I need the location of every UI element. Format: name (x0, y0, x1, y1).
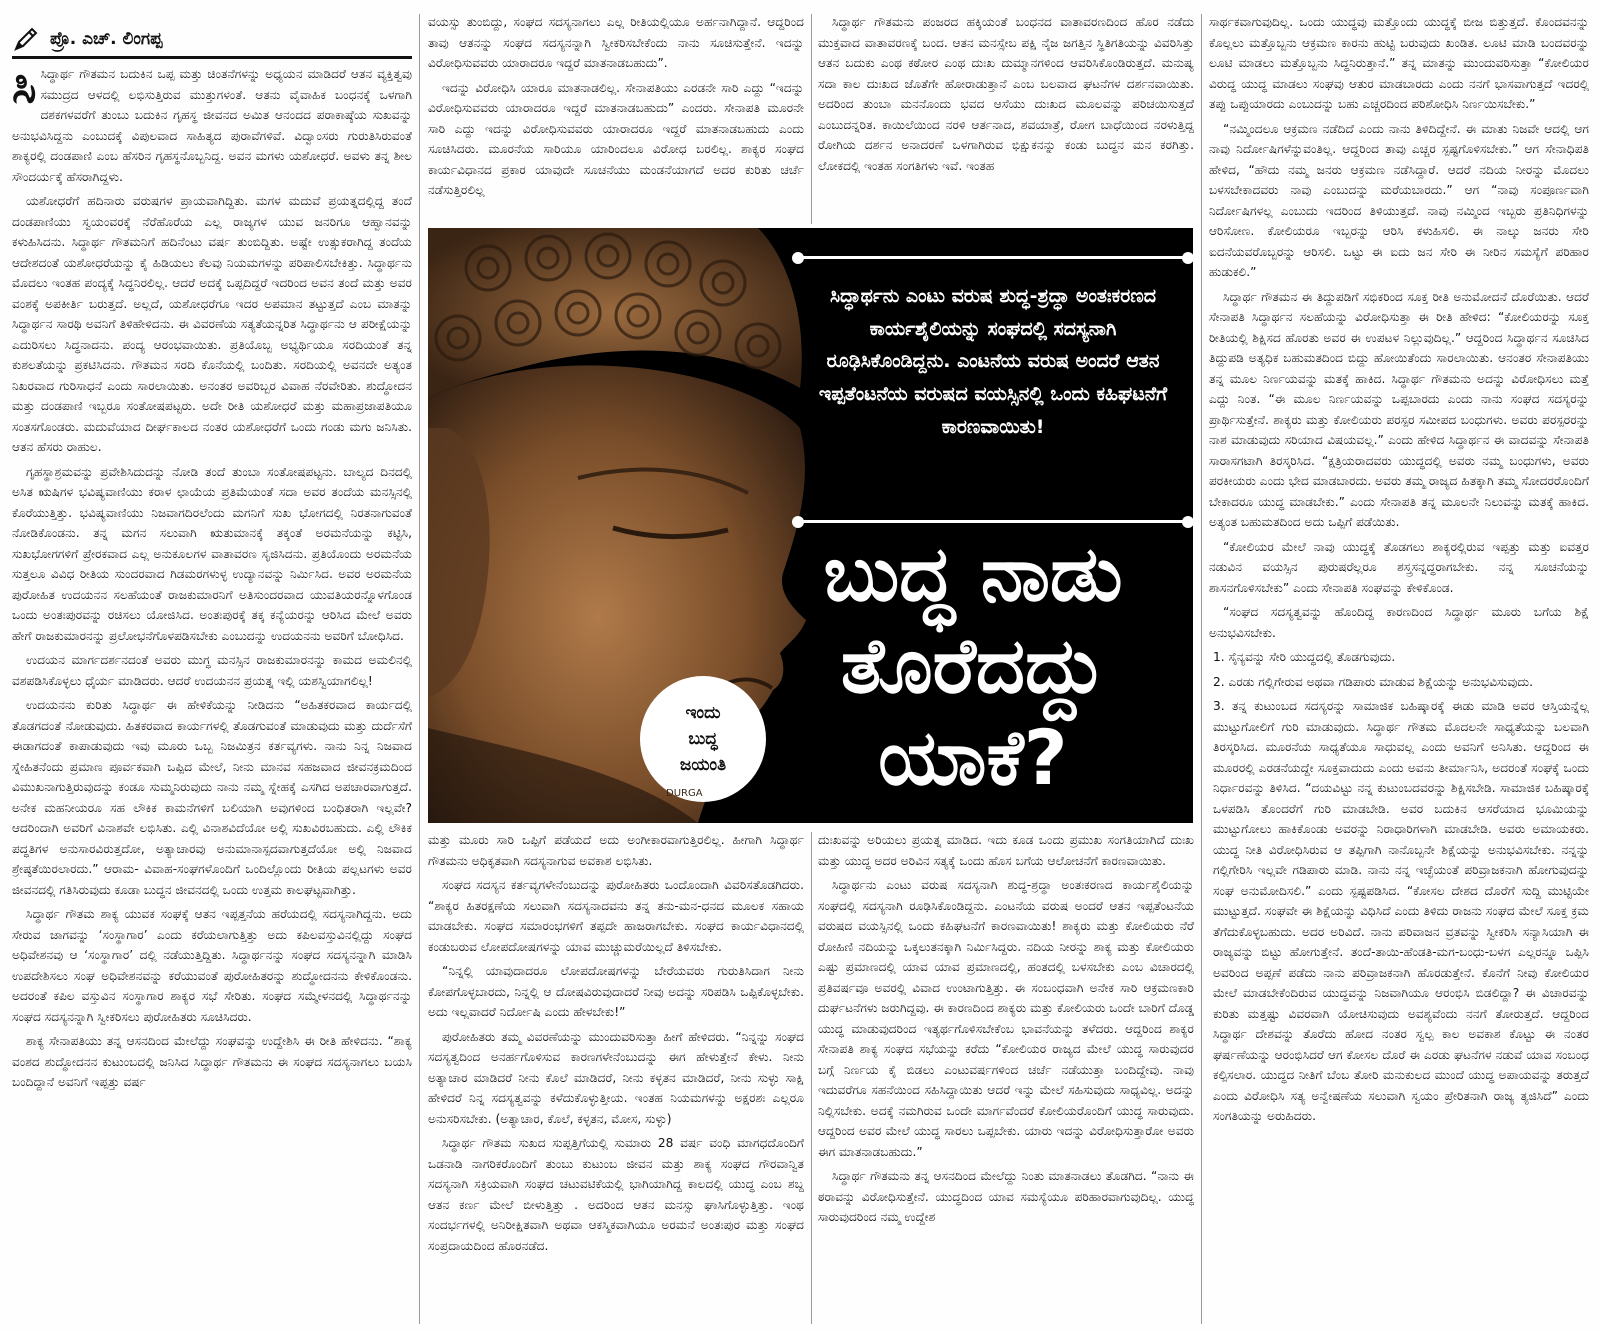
paragraph: “ನಮ್ಮಿಂದಲೂ ಆಕ್ರಮಣ ನಡೆದಿದೆ ಎಂದು ನಾನು ತಿಳಿದಿದ್ದೇನೆ. ಈ ಮಾತು ನಿಜವೇ ಆದಲ್ಲಿ ಆಗ ನಾವು ನಿರ್ದೋಷಿಗಳೆನ್ನುವಂತಿಲ್ಲ. ಆದ್ದರಿಂದ ತಾವು ಎಚ್ಚರ ಸ್ಪಷ್ಟಗೊಳಿಸಬೇಕು.” ಆಗ ಸೇನಾಧಿಪತಿ ಹೇಳಿದ, “ಹೌದು ನಮ್ಮ ಜನರು ಆಕ್ರಮಣ ನಡೆಸಿದ್ದಾರೆ. ಆದರೆ ನದಿಯ ನೀರನ್ನು ಮೊದಲು ಬಳಸಬೇಕಾದವರು ನಾವು ಎಂಬುದನ್ನು ಮರೆಯಬಾರದು.” ಆಗ “ನಾವು ಸಂಪೂರ್ಣವಾಗಿ ನಿರ್ದೋಷಿಗಳಲ್ಲ ಎಂಬುದು ಇದರಿಂದ ತಿಳಿಯುತ್ತದೆ. ನಾವು ನಮ್ಮಿಂದ ಇಬ್ಬರು ಪ್ರತಿನಿಧಿಗಳನ್ನು ಆರಿಸೋಣ. ಕೋಲಿಯರೂ ಇಬ್ಬರನ್ನು ಆರಿಸಿ ಕಳುಹಿಸಲಿ. ಈ ನಾಲ್ಕು ಜನರು ಸೇರಿ ಐದನೆಯವರೊಬ್ಬರನ್ನು ಆರಿಸಲಿ. ಒಟ್ಟು ಈ ಐದು ಜನ ಸೇರಿ ಈ ನೀರಿನ ಸಮಸ್ಯೆಗೆ ಪರಿಹಾರ ಹುಡುಕಲಿ.” (1209, 121, 1589, 279)
column-4 (1209, 12, 1589, 1324)
column-divider (811, 832, 812, 1324)
paragraph: ಉದಯನನು ಕುರಿತು ಸಿದ್ಧಾರ್ಥ ಈ ಹೇಳಿಕೆಯನ್ನು ನೀಡಿದನು “ಅಹಿತಕರವಾದ ಕಾರ್ಯದಲ್ಲಿ ತೊಡಗದಂತೆ ನೋಡುವುದು. ಹಿತಕರವಾದ ಕಾರ್ಯಗಳಲ್ಲಿ ತೊಡಗುವಂತೆ ಮಾಡುವುದು ಮತ್ತು ದುರ್ದೆಸೆಗೆ ಈಡಾಗದಂತೆ ಕಾಪಾಡುವುದು ಇವು ಮೂರು ಒಬ್ಬ ನಿಜಮಿತ್ರನ ಕರ್ತವ್ಯಗಳು. ನಾನು ನಿನ್ನ ನಿಜವಾದ ಸ್ನೇಹಿತನೆಂದು ಪ್ರಮಾಣ ಪೂರ್ವಕವಾಗಿ ಒಪ್ಪಿದ ಮೇಲೆ, ನೀನು ಮಾನವ ಸಹಜವಾದ ಜೀವನಕ್ರಮದಿಂದ ವಿಮುಖನಾಗುತ್ತಿರುವುದನ್ನು ಕಂಡೂ ಸುಮ್ಮನಿರುವುದು ನಾನು ನಮ್ಮ ಸ್ನೇಹಕ್ಕೆ ಎಸಗಿದ ಅಪಚಾರವಾಗುತ್ತದೆ. ಅನೇಕ ಮಹನೀಯರೂ ಸಹ ಲೌಕಿಕ ಕಾಮನೆಗಳಿಗೆ ಬಲಿಯಾಗಿ ಅವುಗಳಿಂದ ಬಂಧಿತರಾಗಿ ಇಲ್ಲವೇ? ಆದರಿಂದಾಗಿ ಅವರಿಗೆ ವಿನಾಶವೇ ಲಭಿಸಿತು. ಎಲ್ಲಿ ವಿನಾಶವಿದೆಯೋ ಅಲ್ಲಿ ಸುಖವಿರಬಹುದು. ಎಲ್ಲಿ ಲೌಕಿಕ ಪದ್ಧತಿಗಳ ಅನುಸಾರವಿರುತ್ತದೋ, ಅತ್ಯಾಚಾರವು ಅನುಮಾನಾಸ್ಪದವಾಗುತ್ತದೆಯೋ ಅಲ್ಲಿ ನಿಜವಾದ ಶ್ರೇಷ್ಠತೆಯಿರಲಾರದು.” ಆರಾಮ- ವಿವಾಹ-ಸಂಘಗಳೊಂದಿಗೆ ಒಂದಿಲ್ಲೊಂದು ರೀತಿಯ ಪಲ್ಲಟಗಳು ಅವರ ಜೀವನದಲ್ಲಿ ಗತಿಸಿರುವುದು ಕೂಡಾ ಬುದ್ಧನ ಜೀವನದಲ್ಲಿ ಒಂದು ಉತ್ತಮ ಕಾಲಘಟ್ಟವಾಗಿತ್ತು. (12, 698, 412, 897)
pull-quote-text: ಸಿದ್ಧಾರ್ಥನು ಎಂಟು ವರುಷ ಶುದ್ಧ-ಶ್ರದ್ಧಾ ಅಂತಃಕರಣದ ಕಾರ್ಯಶೈಲಿಯನ್ನು ಸಂಘದಲ್ಲಿ ಸದಸ್ಯನಾಗಿ ರೂಢಿಸಿಕೊಂಡಿದ್ದನು. ಎಂಟನೆಯ ವರುಷ ಅಂದರೆ ಆತನ ಇಪ್ಪತೆಂಟನೆಯ ವರುಷದ ವಯಸ್ಸಿನಲ್ಲಿ ಒಂದು ಕಹಿಘಟನೆಗೆ ಕಾರಣವಾಯಿತು! (818, 285, 1168, 438)
paragraph: ವಯಸ್ಸು ತುಂಬಿದ್ದು, ಸಂಘದ ಸದಸ್ಯನಾಗಲು ಎಲ್ಲ ರೀತಿಯಲ್ಲಿಯೂ ಅರ್ಹನಾಗಿದ್ದಾನೆ. ಆದ್ದರಿಂದ ತಾವು ಆತನನ್ನು ಸಂಘದ ಸದಸ್ಯನನ್ನಾಗಿ ಸ್ವೀಕರಿಸಬೇಕೆಂದು ನಾನು ಸೂಚಿಸುತ್ತೇನೆ. ಇದನ್ನು ವಿರೋಧಿಸುವವರು ಯಾರಾದರೂ ಇದ್ದರೆ ಮಾತನಾಡಬಹುದು”. (428, 15, 804, 70)
paragraph: “ಕೋಲಿಯರ ಮೇಲೆ ನಾವು ಯುದ್ಧಕ್ಕೆ ತೊಡಗಲು ಶಾಕ್ಯರಲ್ಲಿರುವ ಇಪ್ಪತ್ತು ಮತ್ತು ಐವತ್ತರ ನಡುವಿನ ವಯಸ್ಸಿನ ಪುರುಷರೆಲ್ಲರೂ ಶಸ್ತ್ರಸನ್ನದ್ಧರಾಗಬೇಕು. ನನ್ನ ಸೂಚನೆಯನ್ನು ಶಾಸನಗೊಳಿಸಬೇಕು” ಎಂದು ಸೇನಾಪತಿ ಸಂಘವನ್ನು ಕೇಳಿಕೊಂಡ. (1209, 539, 1589, 595)
drop-cap: ಸಿ (12, 64, 37, 113)
list-item: 1. ಸೈನ್ಯವನ್ನು ಸೇರಿ ಯುದ್ಧದಲ್ಲಿ ತೊಡಗುವುದು. (1213, 650, 1396, 664)
paragraph: ಯಶೋಧರೆಗೆ ಹದಿನಾರು ವರುಷಗಳ ಪ್ರಾಯವಾಗಿದ್ದಿತು. ಮಗಳ ಮದುವೆ ಪ್ರಯತ್ನದಲ್ಲಿದ್ದ ತಂದೆ ದಂಡಪಾಣಿಯು ಸ್ವಯಂವರಕ್ಕೆ ನೆರೆಹೊರೆಯ ಎಲ್ಲ ರಾಜ್ಯಗಳ ಯುವ ಜನರಿಗೂ ಆಹ್ವಾನವನ್ನು ಕಳುಹಿಸಿದನು. ಸಿದ್ಧಾರ್ಥ ಗೌತಮನಿಗೆ ಹದಿನೆಂಟು ವರ್ಷ ತುಂಬಿದ್ದಿತು. ಅಷ್ಟೇ ಉತ್ಸುಕರಾಗಿದ್ದ ತಂದೆಯ ಆದೇಶದಂತೆ ಯಶೋಧರೆಯನ್ನು ಕೈ ಹಿಡಿಯಲು ಕೆಲವು ನಿಯಮಗಳನ್ನು ಪರಿಪಾಲಿಸಬೇಕಿತ್ತು. ಸಿದ್ಧಾರ್ಥನು ಮೊದಲು ಇಂತಹ ಪಂದ್ಯಕ್ಕೆ ಸಿದ್ಧನಿರಲಿಲ್ಲ. ಆದರೆ ಅದಕ್ಕೆ ಒಪ್ಪದಿದ್ದರೆ ಇದರಿಂದ ಅವನ ತಂದೆ ಮತ್ತು ಅವರ ವಂಶಕ್ಕೆ ಅಪಕೀರ್ತಿ ಬರುತ್ತದೆ. ಅಲ್ಲದೆ, ಯಶೋಧರೆಗೂ ಇದರ ಅಪಮಾನ ತಟ್ಟುತ್ತದೆ ಎಂಬ ಮಾತನ್ನು ಸಿದ್ಧಾರ್ಥನ ಸಾರಥಿ ಅವನಿಗೆ ತಿಳಿಹೇಳಿದನು. ಈ ವಿವರಣೆಯ ಸತ್ಯತೆಯನ್ನರಿತ ಸಿದ್ಧಾರ್ಥನು ಆ ಪರೀಕ್ಷೆಯನ್ನು ಎದುರಿಸಲು ಸಿದ್ಧನಾದನು. ಪಂದ್ಯ ಆರಂಭವಾಯಿತು. ಪ್ರತಿಯೊಬ್ಬ ಅಭ್ಯರ್ಥಿಯೂ ಸರದಿಯಂತೆ ತನ್ನ ಕುಶಲತೆಯನ್ನು ಪ್ರಕಟಿಸಿದನು. ಗೌತಮನ ಸರದಿ ಕೊನೆಯಲ್ಲಿ ಬಂದಿತು. ಸರದಿಯಲ್ಲಿ ಅವನದೇ ಅತ್ಯಂತ ನಿಖರವಾದ ಗುರಿಸಾಧನೆ ಎಂದು ಸಾರಲಾಯಿತು. ಅನಂತರ ಅವರಿಬ್ಬರ ವಿವಾಹ ನೆರವೇರಿತು. ಶುದ್ಧೋದನ ಮತ್ತು ದಂಡಪಾಣಿ ಇಬ್ಬರೂ ಸಂತೋಷಪಟ್ಟರು. ಅದೇ ರೀತಿ ಯಶೋಧರೆ ಮತ್ತು ಮಹಾಪ್ರಜಾಪತಿಯೂ ಸಂತಸಗೊಂಡರು. ಮದುವೆಯಾದ ದೀರ್ಘಕಾಲದ ನಂತರ ಯಶೋಧರೆಗೆ ಒಂದು ಗಂಡು ಮಗು ಜನಿಸಿತು. ಆತನ ಹೆಸರು ರಾಹುಲ. (12, 194, 412, 454)
paragraph: ಪುರೋಹಿತರು ತಮ್ಮ ವಿವರಣೆಯನ್ನು ಮುಂದುವರಿಸುತ್ತಾ ಹೀಗೆ ಹೇಳಿದರು. “ನಿನ್ನನ್ನು ಸಂಘದ ಸದಸ್ಯತ್ವದಿಂದ ಅನರ್ಹಗೊಳಿಸುವ ಕಾರಣಗಳೇನೆಂಬುದನ್ನು ಈಗ ಹೇಳುತ್ತೇನೆ ಕೇಳು. ನೀನು ಅತ್ಯಾಚಾರ ಮಾಡಿದರೆ ನೀನು ಕೊಲೆ ಮಾಡಿದರೆ, ನೀನು ಕಳ್ಳತನ ಮಾಡಿದರೆ, ನೀನು ಸುಳ್ಳು ಸಾಕ್ಷಿ ಹೇಳಿದರೆ ನಿನ್ನ ಸದಸ್ಯತ್ವವನ್ನು ಕಳೆದುಕೊಳ್ಳುತ್ತೀಯ. ಇಂತಹ ನಿಯಮಗಳನ್ನು ಅಕ್ಷರಶಃ ಎಲ್ಲರೂ ಅನುಸರಿಸಬೇಕು. (ಅತ್ಯಾಚಾರ, ಕೊಲೆ, ಕಳ್ಳತನ, ಮೋಸ, ಸುಳ್ಳು) (428, 1029, 804, 1126)
column-2-bottom (428, 830, 804, 1324)
quote-dot (1182, 516, 1193, 528)
quote-dot (792, 516, 804, 528)
author-name: ಪ್ರೊ. ಎಚ್. ಲಿಂಗಪ್ಪ (50, 29, 163, 49)
paragraph: ಸಾರ್ಥಕವಾಗುವುದಿಲ್ಲ. ಒಂದು ಯುದ್ಧವು ಮತ್ತೊಂದು ಯುದ್ಧಕ್ಕೆ ಬೀಜ ಬಿತ್ತುತ್ತದೆ. ಕೊಂದವನನ್ನು ಕೊಲ್ಲಲು ಮತ್ತೊಬ್ಬನು ಆಕ್ರಮಣ ಕಾರನು ಹುಟ್ಟಿ ಬರುವುದು ಖಂಡಿತ. ಲೂಟಿ ಮಾಡಿ ಬಂದವರನ್ನು ಲೂಟಿ ಮಾಡಲು ಮತ್ತೊಬ್ಬನು ಸಿದ್ಧನಿರುತ್ತಾನೆ.” ತನ್ನ ಮಾತನ್ನು ಮುಂದುವರಿಸುತ್ತಾ “ಕೋಲಿಯರ ವಿರುದ್ಧ ಯುದ್ಧ ಮಾಡಲು ಸಂಘವು ಆತುರ ಮಾಡಬಾರದು ಎಂದು ನನಗೆ ಭಾಸವಾಗುತ್ತದೆ ಇದರಲ್ಲಿ ತಪ್ಪು ಒಪ್ಪುಯಾರದು ಎಂಬುದನ್ನು ಬಹು ಎಚ್ಚರದಿಂದ ಪರಿಶೋಧಿಸಿ ನಿರ್ಣಯಿಸಬೇಕು.” (1209, 15, 1589, 111)
paragraph: ಉದಯನ ಮಾರ್ಗದರ್ಶನದಂತೆ ಅವರು ಮುಗ್ಧ ಮನಸ್ಸಿನ ರಾಜಕುಮಾರನನ್ನು ಕಾಮದ ಅಮಲಿನಲ್ಲಿ ವಶಪಡಿಸಿಕೊಳ್ಳಲು ಧೈರ್ಯ ಮಾಡಿದರು. ಆದರೆ ಉದಯನನ ಪ್ರಯತ್ನ ಇಲ್ಲಿ ಯಶಸ್ವಿಯಾಗಲಿಲ್ಲ! (12, 653, 412, 688)
buddha-jayanti-badge (640, 676, 766, 802)
badge-line: ಬುದ್ಧ (688, 729, 718, 749)
headline (758, 528, 1188, 804)
paragraph: ಮತ್ತು ಮೂರು ಸಾರಿ ಒಪ್ಪಿಗೆ ಪಡೆಯದೆ ಅದು ಅಂಗೀಕಾರವಾಗುತ್ತಿರಲಿಲ್ಲ. ಹೀಗಾಗಿ ಸಿದ್ಧಾರ್ಥ ಗೌತಮನು ಅಧಿಕೃತವಾಗಿ ಸದಸ್ಯನಾಗುವ ಅವಕಾಶ ಲಭಿಸಿತು. (428, 833, 804, 868)
badge-line: ಜಯಂತಿ (679, 755, 727, 775)
quote-dot (1182, 252, 1193, 264)
quote-rule-bottom (798, 520, 1188, 523)
paragraph: ಇದನ್ನು ವಿರೋಧಿಸಿ ಯಾರೂ ಮಾತನಾಡಲಿಲ್ಲ. ಸೇನಾಪತಿಯು ಎರಡನೇ ಸಾರಿ ಎದ್ದು “ಇದನ್ನು ವಿರೋಧಿಸುವವರು ಯಾರಾದರೂ ಇದ್ದರೆ ಮಾತನಾಡಬಹುದು” ಎಂದರು. ಸೇನಾಪತಿ ಮೂರನೇ ಸಾರಿ ಎದ್ದು ಇದನ್ನು ವಿರೋಧಿಸುವವರು ಯಾರಾದರೂ ಇದ್ದರೆ ಮಾತನಾಡಬಹುದು ಎಂದು ಸೂಚಿಸಿದರು. ಮೂರನೆಯ ಸಾರಿಯೂ ಯಾರಿಂದಲೂ ವಿರೋಧ ಬರಲಿಲ್ಲ. ಶಾಕ್ಯರ ಸಂಘದ ಕಾರ್ಯವಿಧಾನದ ಪ್ರಕಾರ ಯಾವುದೇ ಸೂಚನೆಯು ಮಂಡನೆಯಾಗದೆ ಅದರ ಕುರಿತು ಚರ್ಚೆ ನಡೆಸುತ್ತಿರಲಿಲ್ಲ (428, 80, 804, 197)
headline-line: ತೊರೆದದ್ದು (840, 621, 1106, 710)
quote-rule-top (798, 256, 1188, 259)
paragraph: ಸಿದ್ಧಾರ್ಥ ಗೌತಮ ಶಾಕ್ಯ ಯುವಕ ಸಂಘಕ್ಕೆ ಆತನ ಇಪ್ಪತ್ತನೆಯ ಹರೆಯದಲ್ಲಿ ಸದಸ್ಯನಾಗಿದ್ದನು. ಅದು ಸೇರುವ ಜಾಗವನ್ನು ‘ಸಂಸ್ಥಾಗಾರ’ ಎಂದು ಕರೆಯಲಾಗುತ್ತಿತ್ತು ಅದು ಕಪಿಲವಸ್ತುವಿನಲ್ಲಿದ್ದು ಸಂಘದ ಅಧಿವೇಶನವು ಆ ‘ಸಂಸ್ಥಾಗಾರ’ ದಲ್ಲಿ ನಡೆಯುತ್ತಿದ್ದಿತು. ಸಿದ್ಧಾರ್ಥನನ್ನು ಸಂಘದ ಸದಸ್ಯನನ್ನಾಗಿ ಮಾಡಿಸಿ ಉಪದೇಶಿಸಲು ಸಂಘ ಅಧಿವೇಶನವನ್ನು ಕರೆಯುವಂತೆ ಪುರೋಹಿತರನ್ನು ಶುದ್ಧೋದನನು ಕೇಳಿಕೊಂಡನು. ಅದರಂತೆ ಕಪಿಲ ವಸ್ತುವಿನ ಸಂಸ್ಥಾಗಾರ ಶಾಕ್ಯರ ಸಭೆ ಸೇರಿತು. ಸಂಘದ ಸಮ್ಮೇಳನದಲ್ಲಿ ಸಿದ್ಧಾರ್ಥನನ್ನು ಸಂಘದ ಸದಸ್ಯನನ್ನಾಗಿ ಸ್ವೀಕರಿಸಲು ಪುರೋಹಿತರು ಸೂಚಿಸಿದರು. (12, 907, 412, 1024)
byline (12, 22, 412, 59)
paragraph: “ನಿನ್ನಲ್ಲಿ ಯಾವುದಾದರೂ ಲೋಪದೋಷಗಳನ್ನು ಬೇರೆಯವರು ಗುರುತಿಸಿದಾಗ ನೀನು ಕೋಪಗೊಳ್ಳಬಾರದು, ನಿನ್ನಲ್ಲಿ ಆ ದೋಷವಿರುವುದಾದರೆ ನೀವು ಅದನ್ನು ಸರಿಪಡಿಸಿ ಒಪ್ಪಿಕೊಳ್ಳಬೇಕು. ಅದು ಇಲ್ಲವಾದರೆ ನಿರ್ದೋಷಿ ಎಂದು ಹೇಳಬೇಕು!” (428, 964, 804, 1019)
column-3-top (818, 12, 1194, 222)
list-item: 2. ಎರಡು ಗಲ್ಲಿಗೇರುವ ಅಥವಾ ಗಡಿಪಾರು ಮಾಡುವ ಶಿಕ್ಷೆಯನ್ನು ಅನುಭವಿಸುವುದು. (1213, 674, 1533, 689)
column-divider (419, 14, 420, 1324)
paragraph: ಗೃಹಸ್ಥಾಶ್ರಮವನ್ನು ಪ್ರವೇಶಿಸಿದುದನ್ನು ನೋಡಿ ತಂದೆ ತುಂಬಾ ಸಂತೋಷಪಟ್ಟನು. ಬಾಲ್ಯದ ದಿನದಲ್ಲಿ ಅಸಿತ ಋಷಿಗಳ ಭವಿಷ್ಯವಾಣಿಯು ಕರಾಳ ಛಾಯೆಯ ಪ್ರತಿಮೆಯಂತೆ ಸದಾ ಅವರ ತಂದೆಯ ಮನಸ್ಸಿನಲ್ಲಿ ಕೊರೆಯುತ್ತಿತ್ತು. ಭವಿಷ್ಯವಾಣಿಯು ನಿಜವಾಗದಿರಲೆಂದು ಮಗನಿಗೆ ಸುಖ ಭೋಗದಲ್ಲಿ ನಿರತನಾಗುವಂತೆ ನೋಡಿಕೊಂಡನು. ತನ್ನ ಮಗನ ಸಲುವಾಗಿ ಋತುಮಾನಕ್ಕೆ ತಕ್ಕಂತೆ ಅರಮನೆಯನ್ನು ಕಟ್ಟಿಸಿ, ಸುಖಭೋಗಗಳಿಗೆ ಪ್ರೇರಕವಾದ ಎಲ್ಲ ಅನುಕೂಲಗಳ ವಾತಾವರಣ ಸೃಜಿಸಿದನು. ಪ್ರತಿಯೊಂದು ಅರಮನೆಯ ಸುತ್ತಲೂ ವಿವಿಧ ರೀತಿಯ ಸುಂದರವಾದ ಗಿಡಮರಗಳುಳ್ಳ ಉದ್ಯಾನವನ್ನು ನಿರ್ಮಿಸಿದ. ಅವರ ಅರಮನೆಯ ಪುರೋಹಿತ ಉದಯನನ ಸಲಹೆಯಂತೆ ರಾಜಕುಮಾರನಿಗೆ ಅತಿಸುಂದರವಾದ ಯುವತಿಯರನ್ನೊಳಗೊಂಡ ಒಂದು ಅಂತಃಪುರವನ್ನು ರಚಿಸಲು ಯೋಜಿಸಿದ. ಅಂತಃಪುರಕ್ಕೆ ತಕ್ಕ ಕನ್ಯೆಯರನ್ನು ಆರಿಸಿದ ಮೇಲೆ ಅವರು ಹೇಗೆ ರಾಜಕುಮಾರನನ್ನು ಪ್ರಲೋಭನೆಗೊಳಪಡಿಸಬೇಕು ಎಂಬುದನ್ನು ಉದಯನನು ಅವರಿಗೆ ಬೋಧಿಸಿದ. (12, 464, 412, 643)
paragraph: ಸಿಸಿದ್ಧಾರ್ಥ ಗೌತಮನ ಬದುಕಿನ ಒಪ್ಪ ಮತ್ತು ಚಿಂತನೆಗಳನ್ನು ಅಧ್ಯಯನ ಮಾಡಿದರೆ ಆತನ ವ್ಯಕ್ತಿತ್ವವು ಸಮುದ್ರದ ಆಳದಲ್ಲಿ ಲಭಿಸುತ್ತಿರುವ ಮುತ್ತುಗಳಂತೆ. ಆತನು ವೈವಾಹಿಕ ಬಂಧನಕ್ಕೆ ಒಳಗಾಗಿ ದಶಕಗಳವರೆಗೆ ತುಂಬು ಬದುಕಿನ ಗೃಹಸ್ಥ ಜೀವನದ ಅಮಿತ ಆನಂದದ ಪರಾಕಾಷ್ಠೆಯ ಸುಖವನ್ನು ಅನುಭವಿಸಿದ್ದನು ಎಂಬುದಕ್ಕೆ ವಿಪುಲವಾದ ಸಾಹಿತ್ಯದ ಪುರಾವೆಗಳಿವೆ. ವಿದ್ವಾಂಸರು ಗುರುತಿಸಿರುವಂತೆ ಶಾಕ್ಯರಲ್ಲಿ ದಂಡಪಾಣಿ ಎಂಬ ಹೆಸರಿನ ಗೃಹಸ್ಥನೊಬ್ಬನಿದ್ದ. ಅವನ ಮಗಳು ಯಶೋಧರೆ. ಅವಳು ತನ್ನ ಶೀಲ ಸೌಂದರ್ಯಕ್ಕೆ ಹೆಸರಾಗಿದ್ದಳು. (12, 64, 412, 184)
column-divider (811, 14, 812, 224)
paragraph: “ಸಂಘದ ಸದಸ್ಯತ್ವವನ್ನು ಹೊಂದಿದ್ದ ಕಾರಣದಿಂದ ಸಿದ್ಧಾರ್ಥ ಮೂರು ಬಗೆಯ ಶಿಕ್ಷೆ ಅನುಭವಿಸಬೇಕು. (1209, 605, 1589, 640)
paragraph: ಸಂಘದ ಸದಸ್ಯನ ಕರ್ತವ್ಯಗಳೇನೆಂಬುದನ್ನು ಪುರೋಹಿತರು ಒಂದೊಂದಾಗಿ ವಿವರಿಸತೊಡಗಿದರು. “ಶಾಕ್ಯರ ಹಿತರಕ್ಷಣೆಯ ಸಲುವಾಗಿ ಸದಸ್ಯನಾದವನು ತನ್ನ ತನು-ಮನ-ಧನದ ಮೂಲಕ ಸಹಾಯ ಮಾಡಬೇಕು. ಸಂಘದ ಸಮಾರಂಭಗಳಿಗೆ ತಪ್ಪದೇ ಹಾಜರಾಗಬೇಕು. ಸಂಘದ ಕಾರ್ಯವಿಧಾನದಲ್ಲಿ ಕಂಡುಬರುವ ಲೋಪದೋಷಗಳನ್ನು ಯಾವ ಮುಚ್ಚುಮರೆಯಿಲ್ಲದೆ ತಿಳಿಸಬೇಕು. (428, 878, 804, 954)
paragraph: ಸಿದ್ಧಾರ್ಥ ಗೌತಮ ಸುಖದ ಸುಪ್ಪತ್ತಿಗೆಯಲ್ಲಿ ಸುಮಾರು 28 ವರ್ಷ ವಂಧಿ ಮಾಗಧದೊಂದಿಗೆ ಒಡನಾಡಿ ನಾಗರಿಕರೊಂದಿಗೆ ತುಂಬು ಕುಟುಂಬ ಜೀವನ ಮತ್ತು ಶಾಕ್ಯ ಸಂಘದ ಗೌರವಾನ್ವಿತ ಸದಸ್ಯನಾಗಿ ಸಕ್ರಿಯವಾಗಿ ಸಂಘದ ಚಟುವಟಿಕೆಯಲ್ಲಿ ಭಾಗಿಯಾಗಿದ್ದ ಕಾಲದಲ್ಲಿ ಯುದ್ಧ ಎಂಬ ಶಬ್ದ ಆತನ ಕರ್ಣ ಮೇಲೆ ಬೀಳುತ್ತಿತ್ತು . ಅದರಿಂದ ಆತನ ಮನಸ್ಸು ಘಾಸಿಗೊಳ್ಳುತ್ತಿತ್ತು. ಇಂಥ ಸಂದರ್ಭಗಳಲ್ಲಿ ಅನಿರೀಕ್ಷಿತವಾಗಿ ಅಥವಾ ಆಕಸ್ಮಿಕವಾಗಿಯೂ ಅರಮನೆ ಅಂತಃಪುರ ಮತ್ತು ಸಂಘದ ಸಂಪ್ರದಾಯದಿಂದ ಹೊರನಡೆದ. (428, 1136, 804, 1253)
quote-dot (792, 252, 804, 264)
pull-quote (798, 252, 1188, 498)
headline-line: ಬುದ್ಧ ನಾಡು (823, 529, 1123, 618)
feature-graphic (428, 228, 1193, 823)
column-1 (12, 64, 412, 1324)
paragraph: ಸಿದ್ಧಾರ್ಥನು ಎಂಟು ವರುಷ ಸದಸ್ಯನಾಗಿ ಶುದ್ಧ-ಶ್ರದ್ಧಾ ಅಂತಃಕರಣದ ಕಾರ್ಯಶೈಲಿಯನ್ನು ಸಂಘದಲ್ಲಿ ಸದಸ್ಯನಾಗಿ ರೂಢಿಸಿಕೊಂಡಿದ್ದನು. ಎಂಟನೆಯ ವರುಷ ಅಂದರೆ ಆತನ ಇಪ್ಪತೆಂಟನೆಯ ವರುಷದ ವಯಸ್ಸಿನಲ್ಲಿ ಒಂದು ಕಹಿಘಟನೆಗೆ ಕಾರಣವಾಯಿತು! ಶಾಕ್ಯರು ಮತ್ತು ಕೋಲಿಯರು ನೆರೆ ರೋಹಿಣಿ ನದಿಯನ್ನು ಒಕ್ಕಲುತನಕ್ಕಾಗಿ ನಿರ್ಮಿಸಿದ್ದರು. ನದಿಯ ನೀರನ್ನು ಶಾಕ್ಯ ಮತ್ತು ಕೋಲಿಯರು ಎಷ್ಟು ಪ್ರಮಾಣದಲ್ಲಿ ಯಾವ ಯಾವ ಪ್ರಮಾಣದಲ್ಲಿ, ಹಂತದಲ್ಲಿ ಬಳಸಬೇಕು ಎಂಬ ವಿಚಾರದಲ್ಲಿ ಪ್ರತಿವರ್ಷವೂ ಅವರಲ್ಲಿ ವಿವಾದ ಉಂಟಾಗುತ್ತಿತ್ತು. ಈ ಸಂಬಂಧವಾಗಿ ಅನೇಕ ಸಾರಿ ಆಕ್ರಮಣಕಾರಿ ದುರ್ಘಟನೆಗಳು ಜರುಗಿದ್ದವು. ಈ ಕಾರಣದಿಂದ ಶಾಕ್ಯರು ಮತ್ತು ಕೋಲಿಯರು ಒಂದೇ ಬಾರಿಗೆ ದೊಡ್ಡ ಯುದ್ಧ ಮಾಡುವುದರಿಂದ ಇತ್ಯರ್ಥಗೊಳಿಸಬೇಕೆಂಬ ಭಾವನೆಯನ್ನು ತಳೆದರು. ಆದ್ದರಿಂದ ಶಾಕ್ಯರ ಸೇನಾಪತಿ ಶಾಕ್ಯ ಸಂಘದ ಸಭೆಯನ್ನು ಕರೆದು “ಕೋಲಿಯರ ರಾಜ್ಯದ ಮೇಲೆ ಯುದ್ಧ ಸಾರುವುದರ ಬಗ್ಗೆ ನಿರ್ಣಯ ಕೈ ಬಿಡಲು ಎಂಟುವರ್ಷಗಳಿಂದ ಚರ್ಚೆ ನಡೆಯುತ್ತಾ ಬಂದಿದ್ದೇವು. ನಾವು ಇದುವರೆಗೂ ಸಹನೆಯಿಂದ ಸಹಿಸಿದ್ದಾಯಿತು ಆದರೆ ಇನ್ನು ಮೇಲೆ ಸಹಿಸುವುದು ಸಾಧ್ಯವಿಲ್ಲ. ಅದನ್ನು ನಿಲ್ಲಿಸಬೇಕು. ಅದಕ್ಕೆ ನಮಗಿರುವ ಒಂದೇ ಮಾರ್ಗವೆಂದರೆ ಕೋಲಿಯರೊಂದಿಗೆ ಯುದ್ಧ ಸಾರುವುದು. ಆದ್ದರಿಂದ ಅವರ ಮೇಲೆ ಯುದ್ಧ ಸಾರಲು ಒಪ್ಪಬೇಕು. ಯಾರು ಇದನ್ನು ವಿರೋಧಿಸುತ್ತಾರೋ ಅವರು ಈಗ ಮಾತನಾಡಬಹುದು.” (818, 878, 1194, 1159)
list-item: 3. ತನ್ನ ಕುಟುಂಬದ ಸದಸ್ಯರನ್ನು ಸಾಮಾಜಿಕ ಬಹಿಷ್ಕಾರಕ್ಕೆ ಈಡು ಮಾಡಿ ಅವರ ಆಸ್ತಿಯನ್ನೆಲ್ಲ ಮುಟ್ಟುಗೋಲಿಗೆ ಗುರಿ ಮಾಡುವುದು. ಸಿದ್ಧಾರ್ಥ ಗೌತಮ ಮೊದಲನೇ ಸಾಧ್ಯತೆಯನ್ನು ಬಲವಾಗಿ ತಿರಸ್ಕರಿಸಿದ. ಮೂರನೆಯ ಸಾಧ್ಯತೆಯೂ ಸಾಧುವಲ್ಲ ಎಂದು ಅವನಿಗೆ ಅನಿಸಿತು. ಆದ್ದರಿಂದ ಈ ಮೂರರಲ್ಲಿ ಎರಡನೆಯದ್ದೇ ಸೂಕ್ತವಾದುದು ಎಂದು ಅವನು ತೀರ್ಮಾನಿಸಿ, ಅದರಂತೆ ಸಂಘಕ್ಕೆ ಒಂದು ನಿರ್ಧಾರವನ್ನು ತಿಳಿಸಿದ. “ದಯವಿಟ್ಟು ನನ್ನ ಕುಟುಂಬದವರನ್ನು ಶಿಕ್ಷಿಸಬೇಡಿ. ಸಾಮಾಜಿಕ ಬಹಿಷ್ಕಾರಕ್ಕೆ ಒಳಪಡಿಸಿ ತೊಂದರೆಗೆ ಗುರಿ ಮಾಡಬೇಡಿ. ಅವರ ಬದುಕಿನ ಆಸರೆಯಾದ ಭೂಮಿಯನ್ನು ಮುಟ್ಟುಗೋಲು ಹಾಕಿಕೊಂಡು ಅವರನ್ನು ನಿರಾಧಾರಿಗಳಾಗಿ ಮಾಡಬೇಡಿ. ಅವರು ಅಮಾಯಕರು. ಯುದ್ಧ ನೀತಿ ವಿರೋಧಿಸಿರುವ ಆ ತಪ್ಪಿಗಾಗಿ ನಾನೊಬ್ಬನೇ ಶಿಕ್ಷೆಯನ್ನು ಅನುಭವಿಸಬೇಕು. ನನ್ನನ್ನು ಗಲ್ಲಿಗೇರಿಸಿ ಇಲ್ಲವೇ ಗಡಿಪಾರು ಮಾಡಿ. ನಾನು ನನ್ನ ಇಚ್ಛೆಯಂತೆ ಪರಿವ್ರಾಜಕನಾಗಿ ಹೋಗುವುದನ್ನು ಸಂಘ ಅನುಮೋದಿಸಲಿ.” ಎಂದು ಸ್ಪಷ್ಟಪಡಿಸಿದ. “ಕೋಸಲ ದೇಶದ ದೊರೆಗೆ ಸುದ್ದಿ ಮುಟ್ಟಿಯೇ ಮುಟ್ಟುತ್ತದೆ. ಸಂಘವೇ ಈ ಶಿಕ್ಷೆಯನ್ನು ವಿಧಿಸಿದೆ ಎಂದು ತಿಳಿದು ರಾಜನು ಸಂಘದ ಮೇಲೆ ಸೂಕ್ತ ಕ್ರಮ ತೆಗೆದುಕೊಳ್ಳಬಹುದು. ಅದರ ಅರಿವಿದೆ. ನಾನು ಪರಿವಾಜನ ವ್ರತವನ್ನು ಸ್ವೀಕರಿಸಿ ಸನ್ಯಾಸಿಯಾಗಿ ಈ ರಾಜ್ಯವನ್ನು ಬಿಟ್ಟು ಹೋಗುತ್ತೇನೆ. ತಂದೆ-ತಾಯಿ-ಹೆಂಡತಿ-ಮಗ-ಬಂಧು-ಬಳಗ ಎಲ್ಲರನ್ನೂ ಒಪ್ಪಿಸಿ ಅವರಿಂದ ಅಪ್ಪಣೆ ಪಡೆದು ನಾನು ಪರಿವ್ರಾಜಕನಾಗಿ ಹೊರಡುತ್ತೇನೆ. ಕೊನೆಗೆ ನೀವು ಕೋಲಿಯರ ಮೇಲೆ ಮಾಡಬೇಕೆಂದಿರುವ ಯುದ್ಧವನ್ನು ನಿಜವಾಗಿಯೂ ಆರಂಭಿಸಿ ಬಿಡಲಿದ್ದಾ? ಈ ವಿಚಾರವನ್ನು ಕುರಿತು ಮತ್ತಷ್ಟು ವಿವರವಾಗಿ ಯೋಚಿಸುವುದು ಅವಶ್ಯವೆಂದು ನನಗೆ ತೋರುತ್ತದೆ. ಆದ್ದರಿಂದ ಸಿದ್ಧಾರ್ಥ ದೇಶವನ್ನು ತೊರೆದು ಹೋದ ನಂತರ ಸ್ವಲ್ಪ ಕಾಲ ಅವಕಾಶ ಕೊಟ್ಟು ಈ ನಂತರ ಘರ್ಷಣೆಯನ್ನು ಆರಂಭಿಸಿದರೆ ಆಗ ಕೋಸಲ ದೊರೆ ಈ ಎರಡು ಘಟನೆಗಳ ನಡುವೆ ಯಾವ ಸಂಬಂಧ ಕಲ್ಪಿಸಲಾರ. ಯುದ್ಧದ ನೀತಿಗೆ ಬೆಂಬ ತೋರಿ ಮನುಕುಲದ ಮುಂದೆ ಯುದ್ಧ ಅಪಾಯವನ್ನು ತರುತ್ತದೆ ಎಂದು ವಿರೋಧಿಸಿ ಸತ್ಯ ಅನ್ವೇಷಣೆಯ ಸಲುವಾಗಿ ಸ್ವಯಂ ಪ್ರೇರಿತನಾಗಿ ರಾಜ್ಯ ತ್ಯಜಿಸಿದೆ” ಎಂದು ಸಂಗತಿಯನ್ನು ಅರುಹಿದರು. (1213, 699, 1589, 1123)
badge-line: ಇಂದು (685, 703, 721, 723)
paragraph: ಶಾಕ್ಯ ಸೇನಾಪತಿಯು ತನ್ನ ಆಸನದಿಂದ ಮೇಲೆದ್ದು ಸಂಘವನ್ನು ಉದ್ದೇಶಿಸಿ ಈ ರೀತಿ ಹೇಳಿದನು. “ಶಾಕ್ಯ ವಂಶದ ಶುದ್ಧೋದನನ ಕುಟುಂಬದಲ್ಲಿ ಜನಿಸಿದ ಸಿದ್ಧಾರ್ಥ ಗೌತಮನು ಈ ಸಂಘದ ಸದಸ್ಯನಾಗಲು ಬಯಸಿ ಬಂದಿದ್ದಾನೆ ಅವನಿಗೆ ಇಪ್ಪತ್ತು ವರ್ಷ (12, 1034, 412, 1089)
paragraph: ಸಿದ್ಧಾರ್ಥ ಗೌತಮನು ತನ್ನ ಆಸನದಿಂದ ಮೇಲೆದ್ದು ನಿಂತು ಮಾತನಾಡಲು ತೊಡಗಿದ. “ನಾನು ಈ ಠರಾವನ್ನು ವಿರೋಧಿಸುತ್ತೇನೆ. ಯುದ್ಧದಿಂದ ಯಾವ ಸಮಸ್ಯೆಯೂ ಪರಿಹಾರವಾಗುವುದಿಲ್ಲ. ಯುದ್ಧ ಸಾರುವುದರಿಂದ ನಮ್ಮ ಉದ್ದೇಶ (818, 1169, 1194, 1224)
headline-line: ಯಾಕೆ? (878, 713, 1068, 802)
photo-watermark: DURGA (666, 788, 703, 799)
pen-icon (12, 25, 40, 53)
paragraph: ಸಿದ್ಧಾರ್ಥ ಗೌತಮನ ಈ ತಿದ್ದುಪಡಿಗೆ ಸಭಿಕರಿಂದ ಸೂಕ್ತ ರೀತಿ ಅನುಮೋದನೆ ದೊರೆಯಿತು. ಆದರೆ ಸೇನಾಪತಿ ಸಿದ್ಧಾರ್ಥನ ಸಲಹೆಯನ್ನು ವಿರೋಧಿಸುತ್ತಾ ಈ ರೀತಿ ಹೇಳಿದ: “ಕೋಲಿಯರನ್ನು ಸೂಕ್ತ ರೀತಿಯಲ್ಲಿ ಶಿಕ್ಷಿಸದ ಹೊರತು ಅವರ ಈ ಉಪಟಳ ನಿಲ್ಲುವುದಿಲ್ಲ.” ಆದ್ದರಿಂದ ಸಿದ್ಧಾರ್ಥನ ಸೂಚಿಸಿದ ತಿದ್ದುಪಡಿ ಅತ್ಯಧಿಕ ಬಹುಮತದಿಂದ ಬಿದ್ದು ಹೋಯಿತೆಂದು ಸಾರಲಾಯಿತು. ಆನಂತರ ಸೇನಾಪತಿಯು ತನ್ನ ಮೂಲ ನಿರ್ಣಯವನ್ನು ಮತಕ್ಕೆ ಹಾಕಿದ. ಸಿದ್ಧಾರ್ಥ ಗೌತಮನು ಅದನ್ನು ವಿರೋಧಿಸಲು ಮತ್ತೆ ಎದ್ದು ನಿಂತ. “ಈ ಮೂಲ ನಿರ್ಣಯವನ್ನು ಒಪ್ಪಬಾರದು ಎಂದು ನಾನು ಸಂಘದ ಸದಸ್ಯರನ್ನು ಪ್ರಾರ್ಥಿಸುತ್ತೇನೆ. ಶಾಕ್ಯರು ಮತ್ತು ಕೋಲಿಯರು ಪರಸ್ಪರ ಸಮೀಪದ ಬಂಧುಗಳು. ಅವರು ಪರಸ್ಪರರನ್ನು ನಾಶ ಮಾಡುವುದು ಸರಿಯಾದ ವಿಷಯವಲ್ಲ.” ಎಂದು ಹೇಳಿದ ಸಿದ್ಧಾರ್ಥನ ಈ ವಾದವನ್ನು ಸೇನಾಪತಿ ಸಾರಾಸಗಟಾಗಿ ತಿರಸ್ಕರಿಸಿದ. “ಕ್ಷತ್ರಿಯರಾದವರು ಯುದ್ಧದಲ್ಲಿ ಅವರು ನಮ್ಮ ಬಂಧುಗಳು, ಅವರು ಪರಕೀಯರು ಎಂದು ಭೇದ ಮಾಡಬಾರದು. ಅವರು ತಮ್ಮ ರಾಜ್ಯದ ಹಿತಕ್ಕಾಗಿ ತಮ್ಮ ಸೋದರರೊಂದಿಗೆ ಬೇಕಾದರೂ ಯುದ್ಧ ಮಾಡಬೇಕು.” ಎಂದು ಸೇನಾಪತಿ ತನ್ನ ಮೂಲನೇ ನಿಲುವನ್ನು ಮತಕ್ಕೆ ಹಾಕಿದ. ಅತ್ಯಂತ ಬಹುಮತದಿಂದ ಅದು ಒಪ್ಪಿಗೆ ಪಡೆಯಿತು. (1209, 289, 1589, 529)
paragraph: ಸಿದ್ಧಾರ್ಥ ಗೌತಮನು ಪಂಜರದ ಹಕ್ಕಿಯಂತೆ ಬಂಧನದ ವಾತಾವರಣದಿಂದ ಹೊರ ನಡೆದು ಮುಕ್ತವಾದ ವಾತಾವರಣಕ್ಕೆ ಬಂದ. ಆತನ ಮನಸ್ಸೇಬ ಪಕ್ಷಿ ನೈಜ ಜಗತ್ತಿನ ಸ್ಥಿತಿಗತಿಯನ್ನು ವಿವರಿಸಿತ್ತು ಆತನ ಬದುಕು ಎಂಥ ಕಠೋರ ಎಂಥ ದುಃಖ ದುಮ್ಮಾನಗಳಿಂದ ಆವರಿಸಿಕೊಂಡಿರುತ್ತದೆ. ಮನುಷ್ಯ ಸದಾ ಕಾಲ ದುಃಖದ ಜೊತೆಗೇ ಹೋರಾಡುತ್ತಾನೆ ಎಂಬ ಬಲವಾದ ಘಟನೆಗಳ ದರ್ಶನವಾಯಿತು. ಅದರಿಂದ ತುಂಬಾ ಮನನೊಂದು ಭವದ ಆಸೆಯು ದುಃಖದ ಮೂಲವನ್ನು ಪರಿಚಯಿಸುತ್ತದೆ ಎಂಬುದನ್ನರಿತ. ಕಾಯಿಲೆಯಿಂದ ನರಳಿ ಆರ್ತನಾದ, ಶವಯಾತ್ರೆ, ರೋಗ ಬಾಧೆಯಿಂದ ನರಳುತ್ತಿದ್ದ ರೋಗಿಯ ದರ್ಶನ ಅನಾದರಣೆ ಒಳಗಾಗಿರುವ ಭಿಕ್ಷುಕನನ್ನು ಕಂಡು ಬುದ್ಧನ ಮನ ಕರಗಿತ್ತು. ಲೋಕದಲ್ಲಿ ಇಂತಹ ಸಂಗತಿಗಳು ಇವೆ. ಇಂತಹ (818, 15, 1194, 173)
paragraph: ದುಃಖವನ್ನು ಅರಿಯಲು ಪ್ರಯತ್ನ ಮಾಡಿದ. ಇದು ಕೂಡ ಒಂದು ಪ್ರಮುಖ ಸಂಗತಿಯಾಗಿದೆ ದುಃಖ ಮತ್ತು ಯುದ್ಧ ಅದರ ಅರಿವಿನ ಸತ್ಯಕ್ಕೆ ಒಂದು ಹೊಸ ಬಗೆಯ ಆಲೋಚನೆಗೆ ಕಾರಣವಾಯಿತು. (818, 833, 1194, 868)
column-divider (1201, 14, 1202, 1324)
column-2-top (428, 12, 804, 222)
column-3-bottom (818, 830, 1194, 1324)
